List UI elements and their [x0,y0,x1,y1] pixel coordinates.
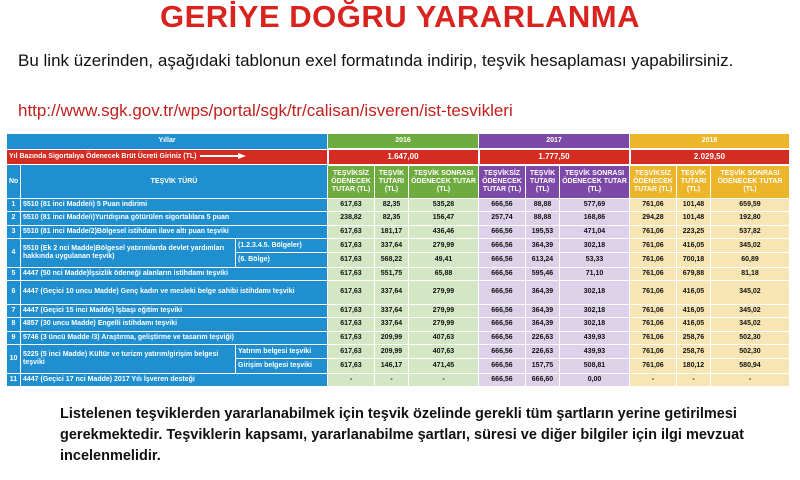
table-cell: 65,88 [409,267,479,280]
table-cell: - [409,373,479,386]
table-cell: 439,93 [560,331,630,344]
table-cell: 577,69 [560,199,630,212]
row-number: 8 [7,318,21,331]
row-number: 9 [7,331,21,344]
table-cell: 666,56 [479,373,526,386]
table-cell: 666,56 [479,225,526,238]
table-cell: 761,06 [630,238,677,252]
table-cell: 666,56 [479,238,526,252]
table-row [7,199,790,212]
incentive-type: 4447 (Geçici 10 uncu Madde) Genç kadın ve mesleki belge sahibi istihdamı teşviki [21,280,328,304]
table-cell: - [328,373,375,386]
table-cell: 761,06 [630,199,677,212]
table-cell: 88,88 [526,212,560,225]
table-row [7,305,790,318]
table-cell: 209,99 [375,344,409,358]
table-cell: 617,63 [328,305,375,318]
incentive-type: 5225 (5 inci Madde) Kültür ve turizm yatırım/girişim belgesi teşviki [21,344,236,373]
year-2017-header: 2017 [479,134,630,150]
table-cell: 761,06 [630,344,677,358]
table-cell: 345,02 [711,280,790,304]
intro-text: Bu link üzerinden, aşağıdaki tablonun exel formatında indirip, teşvik hesaplaması yapabilirsiniz. [18,51,734,70]
col-header: TEŞVİK SONRASI ÖDENECEK TUTAR (TL) [560,165,630,199]
table-cell: 666,56 [479,344,526,358]
table-row [7,212,790,225]
table-cell: 416,05 [677,305,711,318]
table-cell: 666,56 [479,359,526,373]
table-cell: 761,06 [630,267,677,280]
row-number: 5 [7,267,21,280]
table-cell: 156,47 [409,212,479,225]
row-number: 6 [7,280,21,304]
table-cell: 666,56 [479,199,526,212]
table-row [7,318,790,331]
table-cell: 364,39 [526,318,560,331]
table-cell: 761,06 [630,280,677,304]
table-cell: 257,74 [479,212,526,225]
table-cell: 157,75 [526,359,560,373]
table-cell: 82,35 [375,212,409,225]
table-cell: 502,30 [711,344,790,358]
table-cell: 416,05 [677,238,711,252]
col-header: TEŞVİKSİZ ÖDENECEK TUTAR (TL) [328,165,375,199]
table-cell: 209,99 [375,331,409,344]
incentive-subtype: Yatırım belgesi teşviki [236,344,328,358]
table-cell: 258,76 [677,331,711,344]
table-cell: 279,99 [409,238,479,252]
table-cell: 508,81 [560,359,630,373]
table-cell: 345,02 [711,305,790,318]
table-cell: 700,18 [677,253,711,267]
table-cell: 101,48 [677,199,711,212]
row-number: 1 [7,199,21,212]
table-cell: 761,06 [630,253,677,267]
col-header: TEŞVİK TUTARI (TL) [526,165,560,199]
table-cell: 761,06 [630,359,677,373]
table-row [7,225,790,238]
table-cell: 502,30 [711,331,790,344]
table-cell: 81,18 [711,267,790,280]
table-cell: 617,63 [328,199,375,212]
table-cell: 407,63 [409,344,479,358]
incentive-subtype: (6. Bölge) [236,253,328,267]
table-cell: 617,63 [328,238,375,252]
table-row [7,280,790,304]
year-2016-header: 2016 [328,134,479,150]
table-cell: 617,63 [328,267,375,280]
table-cell: - [630,373,677,386]
table-cell: 617,63 [328,344,375,358]
table-row [7,373,790,386]
col-header: TEŞVİK TUTARI (TL) [375,165,409,199]
table-cell: 537,82 [711,225,790,238]
table-cell: 146,17 [375,359,409,373]
table-cell: 666,60 [526,373,560,386]
table-cell: - [375,373,409,386]
table-cell: 761,06 [630,305,677,318]
table-cell: 192,80 [711,212,790,225]
page-title: GERİYE DOĞRU YARARLANMA [160,0,640,34]
wage-input-2016[interactable]: 1.647,00 [328,149,479,165]
year-2018-header: 2018 [630,134,790,150]
table-cell: 337,64 [375,238,409,252]
table-cell: - [677,373,711,386]
table-cell: 294,28 [630,212,677,225]
table-cell: 617,63 [328,280,375,304]
wage-label: Yıl Bazında Sigortalıya Ödenecek Brüt Ücreti Giriniz (TL) [9,152,197,160]
arrow-right-icon [200,153,246,159]
col-header: TEŞVİKSİZ ÖDENECEK TUTAR (TL) [630,165,677,199]
table-cell: 416,05 [677,318,711,331]
table-cell: 180,12 [677,359,711,373]
table-cell: 364,39 [526,238,560,252]
table-cell: 471,04 [560,225,630,238]
col-header: TEŞVİK SONRASI ÖDENECEK TUTAR (TL) [409,165,479,199]
table-cell: 0,00 [560,373,630,386]
table-cell: 337,64 [375,318,409,331]
table-cell: 568,22 [375,253,409,267]
incentive-type: 5510 (Ek 2 nci Madde)Bölgesel yatırımlarda devlet yardımları hakkında uygulanan teşvik) [21,238,236,267]
table-cell: 168,86 [560,212,630,225]
table-cell: 181,17 [375,225,409,238]
table-cell: - [711,373,790,386]
table-cell: 53,33 [560,253,630,267]
years-label: Yıllar [7,134,328,150]
wage-row-label [7,149,328,165]
wage-input-2018[interactable]: 2.029,50 [630,149,790,165]
table-cell: 580,94 [711,359,790,373]
table-cell: 666,56 [479,280,526,304]
table-cell: 436,46 [409,225,479,238]
table-cell: 439,93 [560,344,630,358]
no-header: No [7,165,21,199]
table-cell: 279,99 [409,305,479,318]
incentive-type: 4857 (30 uncu Madde) Engelli istihdamı teşviki [21,318,328,331]
incentive-type: 5746 (3 üncü Madde /3) Araştırma, geliştirme ve tasarım teşviği) [21,331,328,344]
table-cell: 551,75 [375,267,409,280]
incentive-type: 4447 (50 nci Madde)İşsizlik ödeneği alanların istihdamı teşviki [21,267,328,280]
table-row [7,344,790,358]
table-cell: 617,63 [328,225,375,238]
table-cell: 302,18 [560,280,630,304]
table-cell: 364,39 [526,280,560,304]
table-cell: 226,63 [526,331,560,344]
table-cell: 617,63 [328,359,375,373]
table-cell: 195,53 [526,225,560,238]
row-number: 7 [7,305,21,318]
row-number: 3 [7,225,21,238]
table-cell: 226,63 [526,344,560,358]
row-number: 11 [7,373,21,386]
table-cell: 471,45 [409,359,479,373]
row-number: 10 [7,344,21,373]
type-header: TEŞVİK TÜRÜ [21,165,328,199]
table-cell: 223,25 [677,225,711,238]
table-cell: 302,18 [560,238,630,252]
table-cell: 666,56 [479,305,526,318]
table-cell: 345,02 [711,238,790,252]
wage-input-2017[interactable]: 1.777,50 [479,149,630,165]
table-cell: 101,48 [677,212,711,225]
table-cell: 666,56 [479,331,526,344]
table-cell: 613,24 [526,253,560,267]
table-cell: 659,59 [711,199,790,212]
table-cell: 666,56 [479,267,526,280]
table-cell: 617,63 [328,331,375,344]
table-row [7,238,790,252]
table-cell: 416,05 [677,280,711,304]
col-header: TEŞVİK SONRASI ÖDENECEK TUTAR (TL) [711,165,790,199]
incentive-type: 5510 (81 inci Madde/ı) 5 Puan indirimi [21,199,328,212]
table-cell: 337,64 [375,305,409,318]
table-cell: 595,46 [526,267,560,280]
table-cell: 535,28 [409,199,479,212]
table-cell: 666,56 [479,253,526,267]
table-row [7,267,790,280]
incentive-table [6,133,791,387]
row-number: 2 [7,212,21,225]
col-header: TEŞVİKSİZ ÖDENECEK TUTAR (TL) [479,165,526,199]
table-cell: 345,02 [711,318,790,331]
table-row [7,331,790,344]
table-cell: 60,89 [711,253,790,267]
table-cell: 666,56 [479,318,526,331]
table-cell: 82,35 [375,199,409,212]
incentive-type: 4447 (Geçici 15 inci Madde) İşbaşı eğitim teşviki [21,305,328,318]
table-cell: 71,10 [560,267,630,280]
table-cell: 761,06 [630,318,677,331]
table-cell: 617,63 [328,318,375,331]
row-number: 4 [7,238,21,267]
incentive-type: 5510 (81 inci Madde/ı)Yurtdışına götürülen sigortalılara 5 puan [21,212,328,225]
table-cell: 679,88 [677,267,711,280]
incentive-type: 4447 (Geçici 17 nci Madde) 2017 Yılı İşveren desteği [21,373,328,386]
table-cell: 238,82 [328,212,375,225]
col-header: TEŞVİK TUTARI (TL) [677,165,711,199]
table-cell: 761,06 [630,331,677,344]
footer-note: Listelenen teşviklerden yararlanabilmek için teşvik özelinde gerekli tüm şartların yerine getirilmesi gerekmektedir. Teşviklerin kapsamı, yararlanabilme şartları, süresi ve diğer bilgiler için ilgi mevzuat incelenmelidir. [60,406,744,464]
table-cell: 279,99 [409,318,479,331]
incentive-subtype: (1.2.3.4.5. Bölgeler) [236,238,328,252]
incentive-subtype: Girişim belgesi teşviki [236,359,328,373]
table-cell: 337,64 [375,280,409,304]
incentive-type: 5510 (81 inci Madde/2)Bölgesel istihdam ilave altı puan teşviki [21,225,328,238]
table-cell: 302,18 [560,305,630,318]
sgk-link[interactable]: http://www.sgk.gov.tr/wps/portal/sgk/tr/calisan/isveren/ist-tesvikleri [18,101,513,120]
table-cell: 258,76 [677,344,711,358]
table-cell: 279,99 [409,280,479,304]
table-cell: 364,39 [526,305,560,318]
table-cell: 617,63 [328,253,375,267]
table-cell: 761,06 [630,225,677,238]
table-cell: 88,88 [526,199,560,212]
table-cell: 302,18 [560,318,630,331]
table-cell: 407,63 [409,331,479,344]
table-cell: 49,41 [409,253,479,267]
